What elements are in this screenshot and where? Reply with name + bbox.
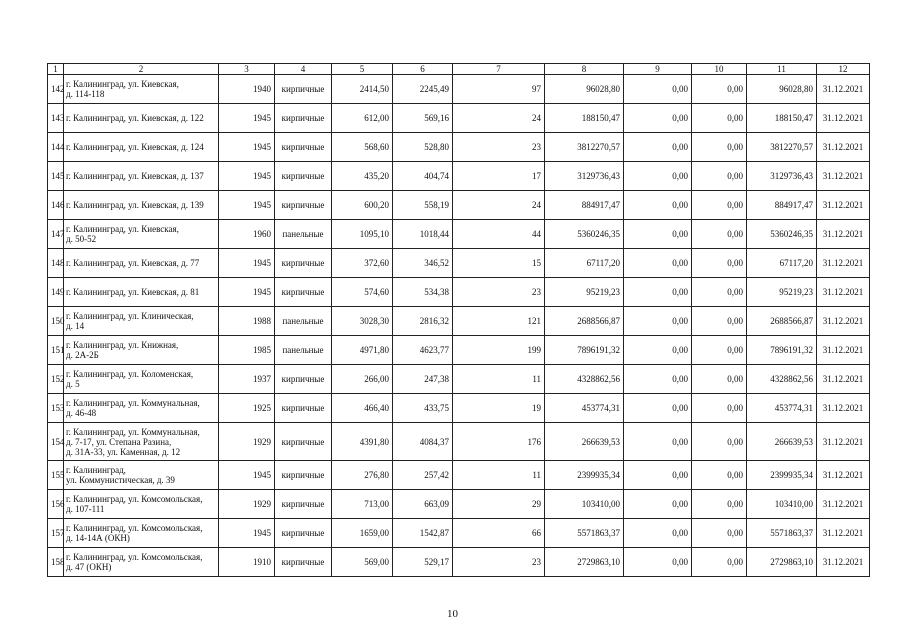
address-line: д. 14 [66,321,85,331]
col9-cell: 0,00 [624,461,692,490]
amount-cell: 2729863,10 [545,548,624,577]
col9-cell: 0,00 [624,307,692,336]
amount-cell: 2399935,34 [545,461,624,490]
row-number: 147 [48,220,64,249]
total-cell: 3129736,43 [747,162,817,191]
col9-cell: 0,00 [624,220,692,249]
col10-cell: 0,00 [692,104,747,133]
material-cell: кирпичные [275,394,332,423]
row-number: 142 [48,75,64,104]
row-number: 146 [48,191,64,220]
page-number: 10 [447,608,458,620]
year-cell: 1945 [219,162,275,191]
table-row [48,394,870,423]
year-cell: 1937 [219,365,275,394]
total-cell: 95219,23 [747,278,817,307]
amount-cell: 3129736,43 [545,162,624,191]
amount-cell: 7896191,32 [545,336,624,365]
area-living-cell: 534,38 [393,278,453,307]
area-living-cell: 4623,77 [393,336,453,365]
year-cell: 1985 [219,336,275,365]
col10-cell: 0,00 [692,307,747,336]
area-total-cell: 1095,10 [332,220,393,249]
table-row [48,191,870,220]
column-header-9: 9 [624,64,692,75]
col10-cell: 0,00 [692,278,747,307]
material-cell: кирпичные [275,278,332,307]
date-cell: 31.12.2021 [817,249,870,278]
year-cell: 1940 [219,75,275,104]
area-total-cell: 569,00 [332,548,393,577]
address-line: г. Калининград, ул. Киевская, д. 77 [66,258,200,268]
column-number-row [48,64,870,75]
residents-cell: 23 [453,133,545,162]
table-row [48,104,870,133]
address-cell [64,461,219,490]
address-line: д. 50-52 [66,234,97,244]
material-cell: панельные [275,336,332,365]
area-living-cell: 346,52 [393,249,453,278]
total-cell: 96028,80 [747,75,817,104]
address-line: д. 46-48 [66,408,97,418]
address-line: д. 114-118 [66,89,105,99]
table-row [48,423,870,461]
col9-cell: 0,00 [624,490,692,519]
address-cell [64,162,219,191]
area-living-cell: 404,74 [393,162,453,191]
area-total-cell: 568,60 [332,133,393,162]
row-number: 145 [48,162,64,191]
area-total-cell: 600,20 [332,191,393,220]
amount-cell: 5360246,35 [545,220,624,249]
residents-cell: 176 [453,423,545,461]
address-cell [64,75,219,104]
address-line: г. Калининград, ул. Киевская, д. 122 [66,113,204,123]
address-line: г. Калининград, ул. Киевская, [66,224,179,234]
column-header-4: 4 [275,64,332,75]
col9-cell: 0,00 [624,133,692,162]
amount-cell: 266639,53 [545,423,624,461]
row-number: 153 [48,394,64,423]
address-line: г. Калининград, ул. Клиническая, [66,311,194,321]
address-line: г. Калининград, ул. Книжная, [66,340,179,350]
residents-cell: 199 [453,336,545,365]
column-header-10: 10 [692,64,747,75]
date-cell: 31.12.2021 [817,220,870,249]
material-cell: кирпичные [275,162,332,191]
table-header [48,64,870,75]
col9-cell: 0,00 [624,423,692,461]
area-living-cell: 247,38 [393,365,453,394]
col9-cell: 0,00 [624,191,692,220]
registry-table [47,63,870,577]
col10-cell: 0,00 [692,191,747,220]
amount-cell: 103410,00 [545,490,624,519]
area-total-cell: 466,40 [332,394,393,423]
date-cell: 31.12.2021 [817,191,870,220]
area-total-cell: 266,00 [332,365,393,394]
col9-cell: 0,00 [624,365,692,394]
table-body [48,75,870,577]
area-living-cell: 2816,32 [393,307,453,336]
amount-cell: 4328862,56 [545,365,624,394]
col10-cell: 0,00 [692,133,747,162]
residents-cell: 15 [453,249,545,278]
row-number: 156 [48,490,64,519]
residents-cell: 19 [453,394,545,423]
date-cell: 31.12.2021 [817,133,870,162]
area-total-cell: 372,60 [332,249,393,278]
total-cell: 5360246,35 [747,220,817,249]
residents-cell: 23 [453,548,545,577]
total-cell: 67117,20 [747,249,817,278]
table-row [48,162,870,191]
total-cell: 2399935,34 [747,461,817,490]
date-cell: 31.12.2021 [817,519,870,548]
col10-cell: 0,00 [692,220,747,249]
residents-cell: 121 [453,307,545,336]
address-cell [64,104,219,133]
area-total-cell: 4391,80 [332,423,393,461]
area-total-cell: 713,00 [332,490,393,519]
address-cell [64,220,219,249]
area-total-cell: 612,00 [332,104,393,133]
address-cell [64,394,219,423]
residents-cell: 29 [453,490,545,519]
column-header-11: 11 [747,64,817,75]
amount-cell: 453774,31 [545,394,624,423]
material-cell: кирпичные [275,365,332,394]
date-cell: 31.12.2021 [817,336,870,365]
area-living-cell: 528,80 [393,133,453,162]
residents-cell: 23 [453,278,545,307]
year-cell: 1945 [219,249,275,278]
residents-cell: 11 [453,461,545,490]
address-line: г. Калининград, ул. Комсомольская, [66,494,203,504]
material-cell: кирпичные [275,423,332,461]
col9-cell: 0,00 [624,519,692,548]
col10-cell: 0,00 [692,519,747,548]
row-number: 152 [48,365,64,394]
date-cell: 31.12.2021 [817,307,870,336]
amount-cell: 5571863,37 [545,519,624,548]
area-living-cell: 1018,44 [393,220,453,249]
address-line: г. Калининград, ул. Коммунальная, [66,398,200,408]
year-cell: 1945 [219,519,275,548]
material-cell: панельные [275,220,332,249]
address-line: г. Калининград, [66,465,126,475]
date-cell: 31.12.2021 [817,365,870,394]
col9-cell: 0,00 [624,162,692,191]
date-cell: 31.12.2021 [817,278,870,307]
address-line: д. 47 (ОКН) [66,562,112,572]
address-line: г. Калининград, ул. Киевская, д. 137 [66,171,204,181]
row-number: 151 [48,336,64,365]
area-total-cell: 2414,50 [332,75,393,104]
material-cell: кирпичные [275,548,332,577]
row-number: 155 [48,461,64,490]
material-cell: кирпичные [275,75,332,104]
area-living-cell: 558,19 [393,191,453,220]
total-cell: 266639,53 [747,423,817,461]
year-cell: 1929 [219,490,275,519]
col10-cell: 0,00 [692,394,747,423]
area-living-cell: 257,42 [393,461,453,490]
col10-cell: 0,00 [692,548,747,577]
address-line: д. 7-17, ул. Степана Разина, [66,436,172,447]
total-cell: 3812270,57 [747,133,817,162]
area-living-cell: 569,16 [393,104,453,133]
amount-cell: 884917,47 [545,191,624,220]
residents-cell: 97 [453,75,545,104]
column-header-6: 6 [393,64,453,75]
row-number: 157 [48,519,64,548]
address-line: г. Калининград, ул. Киевская, д. 139 [66,200,204,210]
residents-cell: 17 [453,162,545,191]
total-cell: 2729863,10 [747,548,817,577]
address-cell [64,278,219,307]
table-row [48,133,870,162]
address-cell [64,133,219,162]
col10-cell: 0,00 [692,365,747,394]
area-total-cell: 4971,80 [332,336,393,365]
amount-cell: 67117,20 [545,249,624,278]
col10-cell: 0,00 [692,75,747,104]
date-cell: 31.12.2021 [817,75,870,104]
year-cell: 1945 [219,133,275,162]
address-cell [64,423,219,461]
total-cell: 5571863,37 [747,519,817,548]
address-line: д. 2А-2Б [66,350,99,360]
residents-cell: 66 [453,519,545,548]
residents-cell: 44 [453,220,545,249]
table-row [48,365,870,394]
residents-cell: 24 [453,191,545,220]
table-row [48,519,870,548]
column-header-7: 7 [453,64,545,75]
total-cell: 103410,00 [747,490,817,519]
address-cell [64,548,219,577]
year-cell: 1945 [219,278,275,307]
year-cell: 1945 [219,191,275,220]
amount-cell: 96028,80 [545,75,624,104]
table-row [48,461,870,490]
material-cell: кирпичные [275,461,332,490]
address-line: д. 5 [66,379,80,389]
material-cell: кирпичные [275,133,332,162]
table-row [48,336,870,365]
column-header-1: 1 [48,64,64,75]
area-total-cell: 276,80 [332,461,393,490]
table-row [48,490,870,519]
col9-cell: 0,00 [624,249,692,278]
date-cell: 31.12.2021 [817,490,870,519]
col10-cell: 0,00 [692,162,747,191]
total-cell: 884917,47 [747,191,817,220]
col9-cell: 0,00 [624,336,692,365]
date-cell: 31.12.2021 [817,423,870,461]
area-living-cell: 663,09 [393,490,453,519]
address-line: д. 14-14А (ОКН) [66,533,130,543]
material-cell: кирпичные [275,191,332,220]
area-total-cell: 3028,30 [332,307,393,336]
address-cell [64,490,219,519]
column-header-12: 12 [817,64,870,75]
material-cell: кирпичные [275,519,332,548]
table-row [48,75,870,104]
row-number: 158 [48,548,64,577]
address-line: д. 107-111 [66,504,105,514]
address-line: г. Калининград, ул. Коломенская, [66,369,194,379]
col10-cell: 0,00 [692,490,747,519]
table-row [48,548,870,577]
total-cell: 7896191,32 [747,336,817,365]
col9-cell: 0,00 [624,548,692,577]
col10-cell: 0,00 [692,461,747,490]
total-cell: 453774,31 [747,394,817,423]
year-cell: 1945 [219,461,275,490]
column-header-3: 3 [219,64,275,75]
col10-cell: 0,00 [692,423,747,461]
address-line: г. Калининград, ул. Комсомольская, [66,523,203,533]
address-cell [64,336,219,365]
column-header-8: 8 [545,64,624,75]
col10-cell: 0,00 [692,249,747,278]
area-living-cell: 433,75 [393,394,453,423]
residents-cell: 11 [453,365,545,394]
year-cell: 1925 [219,394,275,423]
year-cell: 1960 [219,220,275,249]
row-number: 144 [48,133,64,162]
col9-cell: 0,00 [624,278,692,307]
registry-table-sheet [47,63,869,577]
area-living-cell: 2245,49 [393,75,453,104]
address-cell [64,249,219,278]
column-header-5: 5 [332,64,393,75]
area-living-cell: 529,17 [393,548,453,577]
year-cell: 1929 [219,423,275,461]
area-total-cell: 1659,00 [332,519,393,548]
row-number: 143 [48,104,64,133]
address-line: ул. Коммунистическая, д. 39 [66,475,175,485]
col10-cell: 0,00 [692,336,747,365]
amount-cell: 2688566,87 [545,307,624,336]
address-cell [64,307,219,336]
col9-cell: 0,00 [624,104,692,133]
total-cell: 2688566,87 [747,307,817,336]
column-header-2: 2 [64,64,219,75]
amount-cell: 95219,23 [545,278,624,307]
material-cell: кирпичные [275,249,332,278]
col9-cell: 0,00 [624,75,692,104]
address-line: д. 31А-33, ул. Каменная, д. 12 [66,446,181,457]
address-line: г. Калининград, ул. Киевская, [66,79,179,89]
year-cell: 1945 [219,104,275,133]
table-row [48,220,870,249]
date-cell: 31.12.2021 [817,104,870,133]
area-total-cell: 574,60 [332,278,393,307]
total-cell: 188150,47 [747,104,817,133]
amount-cell: 188150,47 [545,104,624,133]
material-cell: панельные [275,307,332,336]
row-number: 148 [48,249,64,278]
area-total-cell: 435,20 [332,162,393,191]
address-line: г. Калининград, ул. Киевская, д. 81 [66,287,200,297]
address-cell [64,365,219,394]
address-cell [64,191,219,220]
date-cell: 31.12.2021 [817,461,870,490]
table-row [48,249,870,278]
material-cell: кирпичные [275,104,332,133]
material-cell: кирпичные [275,490,332,519]
row-number: 150 [48,307,64,336]
table-row [48,307,870,336]
date-cell: 31.12.2021 [817,548,870,577]
area-living-cell: 1542,87 [393,519,453,548]
row-number: 149 [48,278,64,307]
year-cell: 1910 [219,548,275,577]
col9-cell: 0,00 [624,394,692,423]
table-row [48,278,870,307]
amount-cell: 3812270,57 [545,133,624,162]
area-living-cell: 4084,37 [393,423,453,461]
address-line: г. Калининград, ул. Киевская, д. 124 [66,142,204,152]
date-cell: 31.12.2021 [817,394,870,423]
residents-cell: 24 [453,104,545,133]
total-cell: 4328862,56 [747,365,817,394]
address-line: г. Калининград, ул. Коммунальная, [66,426,200,437]
address-line: г. Калининград, ул. Комсомольская, [66,552,203,562]
date-cell: 31.12.2021 [817,162,870,191]
year-cell: 1988 [219,307,275,336]
address-cell [64,519,219,548]
row-number: 154 [48,423,64,461]
